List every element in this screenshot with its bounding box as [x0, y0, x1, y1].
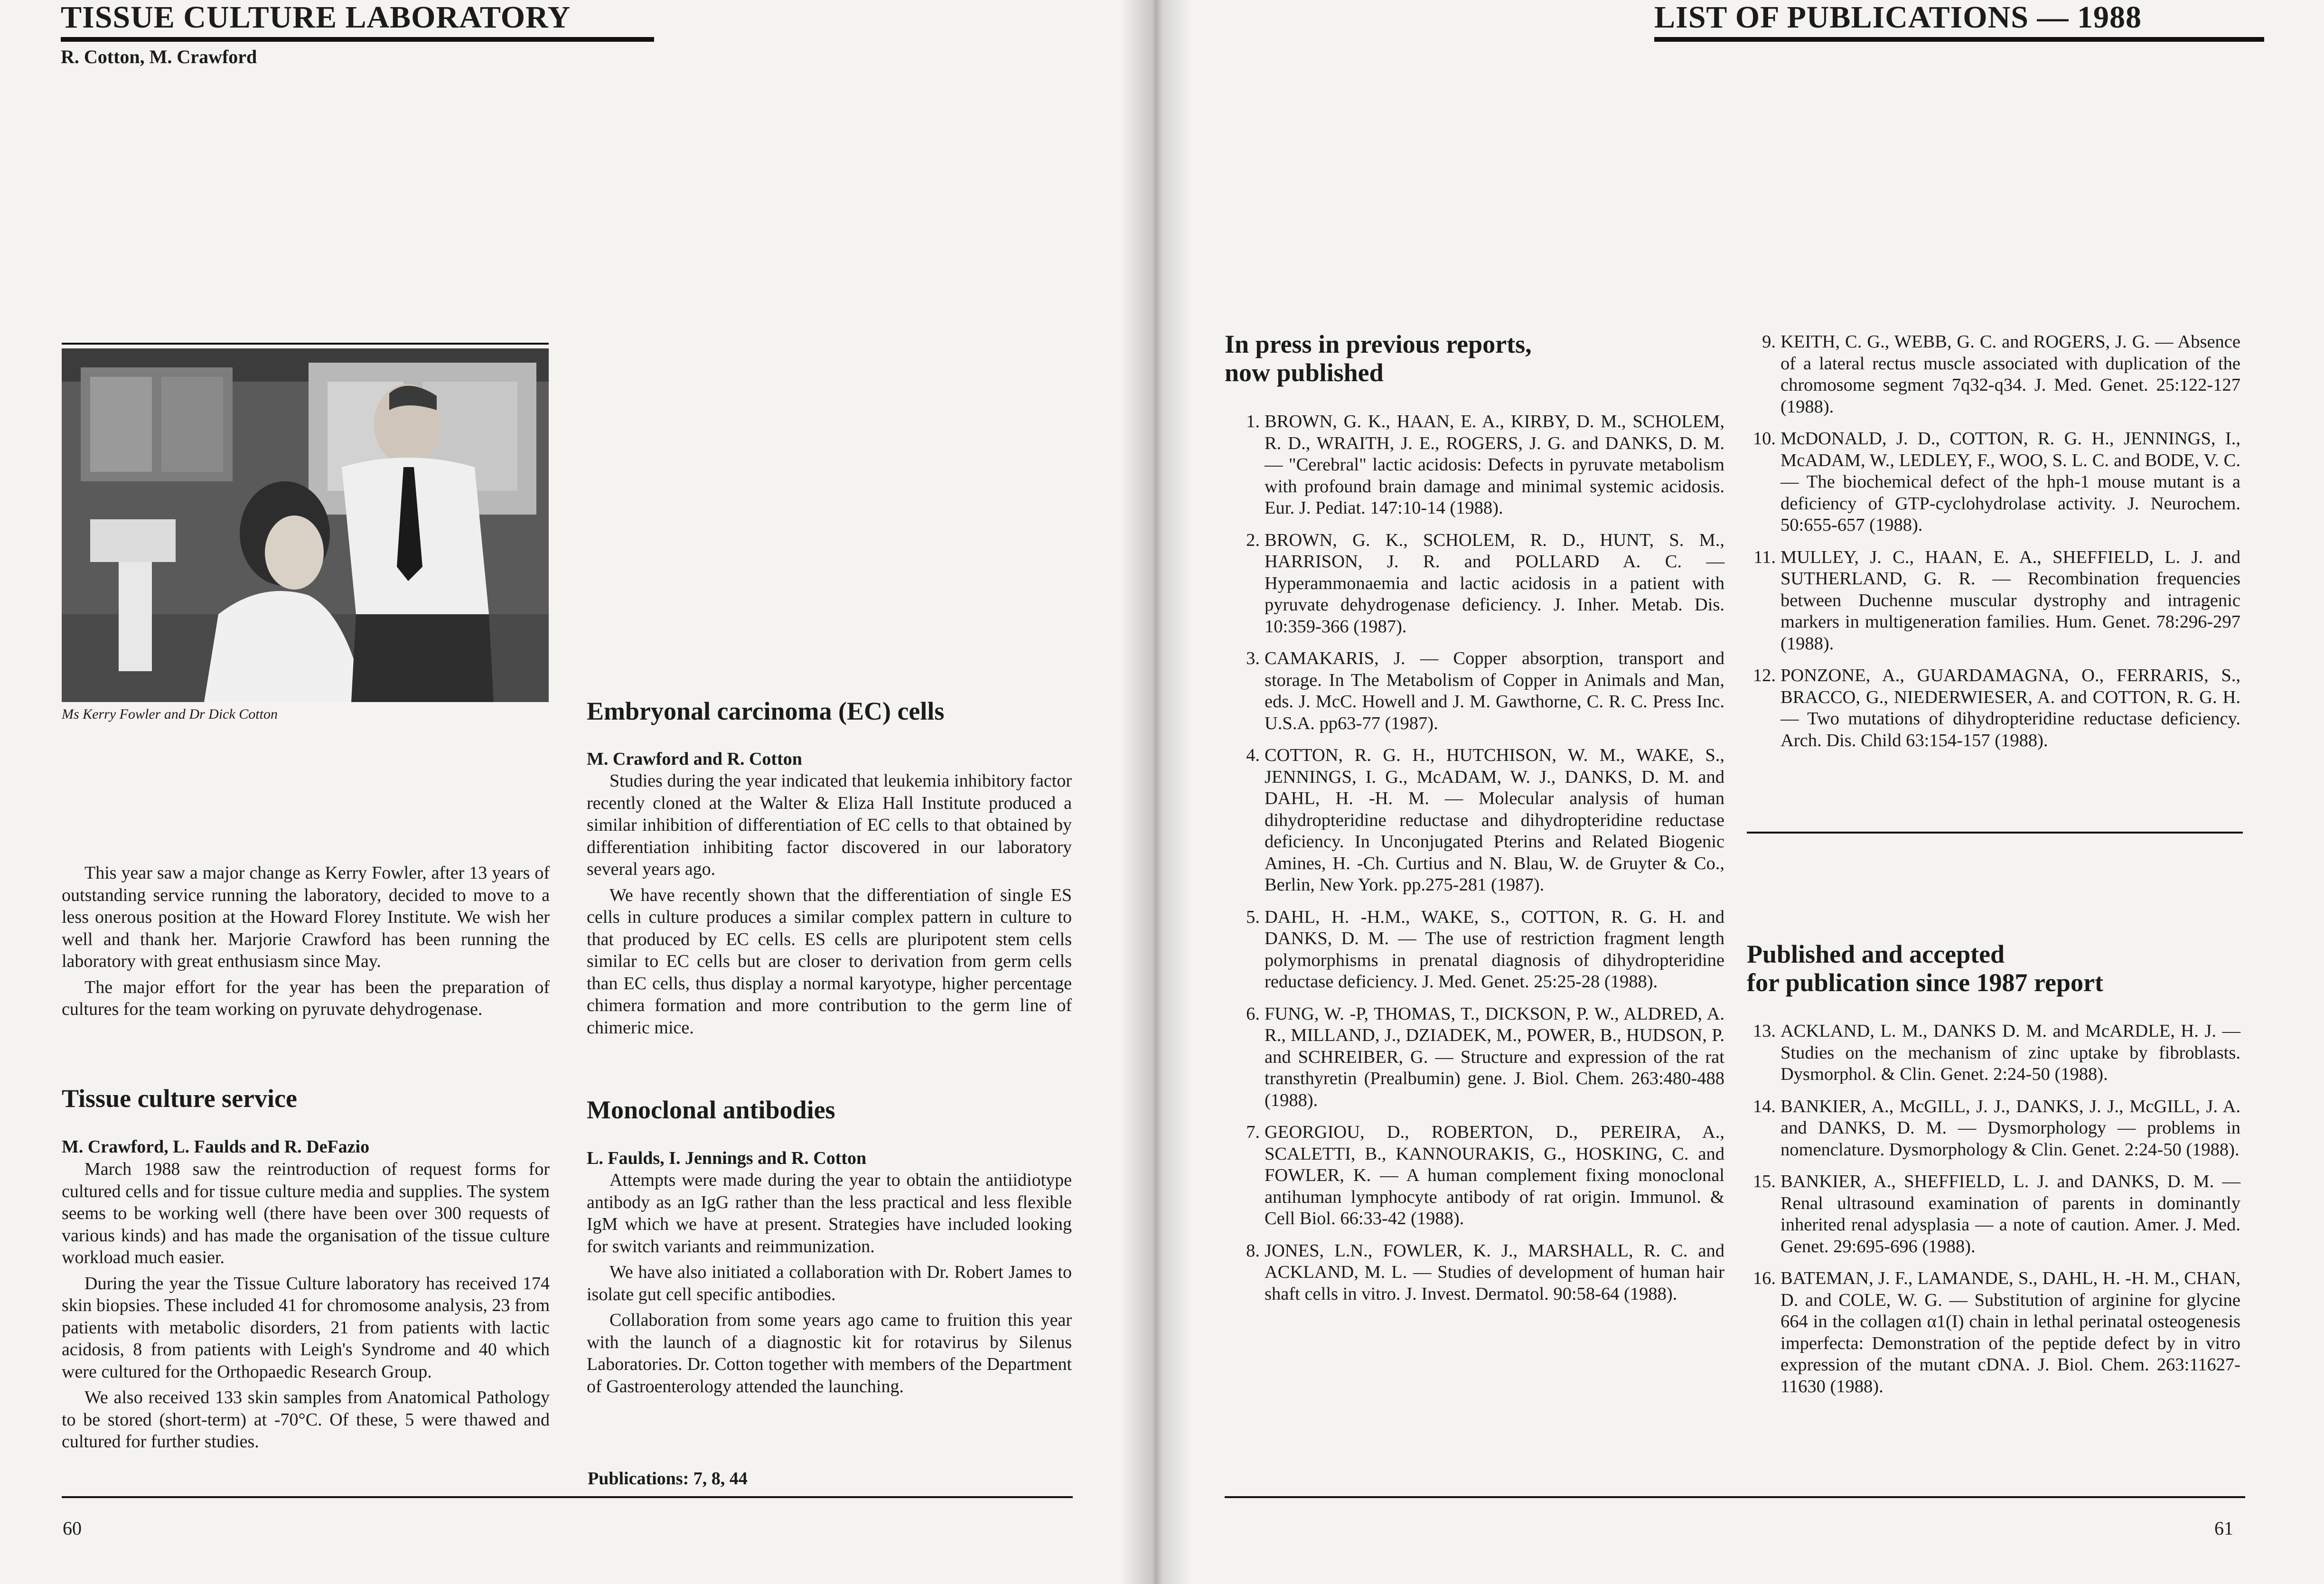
- footer-rule: [62, 1496, 1073, 1498]
- section-authors-tissue-service: M. Crawford, L. Faulds and R. DeFazio: [62, 1137, 370, 1157]
- binding-gutter: [1120, 0, 1191, 1584]
- publication-item: 6. FUNG, W. -P, THOMAS, T., DICKSON, P. W., ALDRED, A. R., MILLAND, J., DZIADEK, M., POWER, B., HUDSON, P. and SCHREIBER, G. — Structure and expression of the rat transthyretin (Prealbumin) gene. J. Biol. Chem. 263:480-488 (1988).: [1246, 1003, 1724, 1110]
- publication-item: 3. CAMAKARIS, J. — Copper absorption, transport and storage. In The Metabolism of Copper in Animals and Man, eds. J. McC. Howell and J. M. Gawthorne, C. R. C. Press Inc. U.S.A. pp63-77 (1987).: [1246, 648, 1724, 733]
- publication-item: 12. PONZONE, A., GUARDAMAGNA, O., FERRARIS, S., BRACCO, G., NIEDERWIESER, A. and COTTON, R. G. H. — Two mutations of dihydropteridine reductase deficiency. Arch. Dis. Child 63:154-157 (1988).: [1752, 665, 2240, 750]
- header-rule: [61, 37, 654, 42]
- paragraph: Collaboration from some years ago came to fruition this year with the launch of a diagnostic kit for rotavirus by Silenus Laboratories. Dr. Cotton together with members of the Department of Gastroenterology attended the launching.: [587, 1310, 1072, 1397]
- paragraph: We have recently shown that the differentiation of single ES cells in culture produces a similar complex pattern in culture to that produced by EC cells. ES cells are pluripotent stem cells similar to EC cells but are closer to derivation from germ cells than EC cells, thus display a normal karyotype, higher percentage chimera formation and more contribution to the germ line of chimeric mice.: [587, 885, 1072, 1038]
- paragraph: March 1988 saw the reintroduction of request forms for cultured cells and for tissue culture media and supplies. The system seems to be working well (there have been over 300 requests of various kinds) and has made the organisation of the tissue culture workload much easier.: [62, 1159, 550, 1267]
- page-authors: R. Cotton, M. Crawford: [61, 46, 257, 67]
- tissue-service-text: [62, 1158, 550, 1457]
- left-page: [0, 0, 1151, 1584]
- publications-reference: Publications: 7, 8, 44: [588, 1469, 748, 1489]
- paragraph: We also received 133 skin samples from Anatomical Pathology to be stored (short-term) at -70°C. Of these, 5 were thawed and cultured for further studies.: [62, 1387, 550, 1452]
- section-heading-ec-cells: Embryonal carcinoma (EC) cells: [587, 697, 945, 725]
- page-number-left: 60: [63, 1518, 82, 1539]
- header-rule: [1654, 37, 2264, 42]
- publication-item: 4. COTTON, R. G. H., HUTCHISON, W. M., WAKE, S., JENNINGS, I. G., McADAM, W. J., DANKS, D. M. and DAHL, H. -H. M. — Molecular analysis of human dihydropteridine reductase and dihydropteridine reductase deficiency. In Unconjugated Pterins and Related Biogenic Amines, H. -Ch. Curtius and N. Blau, W. de Gruyter & Co., Berlin, New York. pp.275-281 (1987).: [1246, 745, 1724, 895]
- publication-list-2: [1749, 331, 2240, 762]
- publication-item: 2. BROWN, G. K., SCHOLEM, R. D., HUNT, S. M., HARRISON, J. R. and POLLARD A. C. — Hyperammonaemia and lactic acidosis in a patient with pyruvate dehydrogenase deficiency. J. Inher. Metab. Dis. 10:359-366 (1987).: [1246, 530, 1724, 637]
- page-header-right: LIST OF PUBLICATIONS — 1988: [1654, 0, 2142, 35]
- page-header-left: TISSUE CULTURE LABORATORY: [61, 0, 571, 35]
- publication-item: 13. ACKLAND, L. M., DANKS D. M. and McARDLE, H. J. — Studies on the mechanism of zinc uptake by fibroblasts. Dysmorphol. & Clin. Genet. 2:24-50 (1988).: [1752, 1021, 2240, 1084]
- heading-line: Published and accepted: [1747, 940, 2005, 968]
- monoclonal-text: [587, 1169, 1072, 1401]
- section-heading-monoclonal: Monoclonal antibodies: [587, 1096, 835, 1124]
- section-heading-published: [1747, 940, 2103, 997]
- heading-line: for publication since 1987 report: [1747, 968, 2103, 997]
- publication-item: 16. BATEMAN, J. F., LAMANDE, S., DAHL, H. -H. M., CHAN, D. and COLE, W. G. — Substitution of arginine for glycine 664 in the collagen α1(I) chain in lethal perinatal osteogenesis imperfecta: Demonstration of the peptide defect by in vitro expression of the mutant cDNA. J. Biol. Chem. 263:11627-11630 (1988).: [1752, 1268, 2240, 1397]
- section-heading-tissue-service: Tissue culture service: [62, 1084, 297, 1113]
- lab-photo: [62, 348, 549, 702]
- publication-list-1: [1233, 411, 1724, 1315]
- intro-paragraph: The major effort for the year has been the preparation of cultures for the team working on pyruvate dehydrogenase.: [62, 977, 550, 1019]
- list-rule: [1747, 832, 2243, 834]
- heading-line: now published: [1225, 358, 1384, 387]
- section-heading-in-press: [1225, 330, 1532, 387]
- publication-item: 14. BANKIER, A., McGILL, J. J., DANKS, J. J., McGILL, J. A. and DANKS, D. M. — Dysmorphology — problems in nomenclature. Dysmorphology & Clin. Genet. 2:24-50 (1988).: [1752, 1096, 2240, 1160]
- publication-item: 1. BROWN, G. K., HAAN, E. A., KIRBY, D. M., SCHOLEM, R. D., WRAITH, J. E., ROGERS, J. G. and DANKS, D. M. — "Cerebral" lactic acidosis: Defects in pyruvate metabolism with profound brain damage and minimal systemic acidosis. Eur. J. Pediat. 147:10-14 (1988).: [1246, 412, 1724, 518]
- publication-item: 11. MULLEY, J. C., HAAN, E. A., SHEFFIELD, L. J. and SUTHERLAND, G. R. — Recombination frequencies between Duchenne muscular dystrophy and intragenic markers in multigeneration families. Hum. Genet. 78:296-297 (1988).: [1753, 547, 2240, 654]
- intro-paragraph: This year saw a major change as Kerry Fowler, after 13 years of outstanding service running the laboratory, decided to move to a less onerous position at the Howard Florey Institute. We wish her well and thank her. Marjorie Crawford has been running the laboratory with great enthusiasm since May.: [62, 863, 550, 971]
- publication-item: 7. GEORGIOU, D., ROBERTON, D., PEREIRA, A., SCALETTI, B., KANNOURAKIS, G., HOSKING, C. and FOWLER, K. — A human complement fixing monoclonal antihuman lymphocyte antibody of rat origin. Immunol. & Cell Biol. 66:33-42 (1988).: [1246, 1122, 1724, 1228]
- publication-item: 15. BANKIER, A., SHEFFIELD, L. J. and DANKS, D. M. — Renal ultrasound examination of parents in dominantly inherited renal adysplasia — a note of caution. Amer. J. Med. Genet. 29:695-696 (1988).: [1752, 1172, 2240, 1256]
- footer-rule: [1225, 1496, 2245, 1498]
- publication-item: 10. McDONALD, J. D., COTTON, R. G. H., JENNINGS, I., McADAM, W., LEDLEY, F., WOO, S. L. C. and BODE, V. C. — The biochemical defect of the hph-1 mouse mutant is a deficiency of GTP-cyclohydrolase activity. J. Neurochem. 50:655-657 (1988).: [1752, 429, 2240, 535]
- paragraph: We have also initiated a collaboration with Dr. Robert James to isolate gut cell specific antibodies.: [587, 1262, 1072, 1304]
- paragraph: During the year the Tissue Culture laboratory has received 174 skin biopsies. These included 41 for chromosome analysis, 23 from patients with metabolic disorders, 21 from patients with lactic acidosis, 8 from patients with Leigh's Syndrome and 40 which were cultured for the Orthopaedic Research Group.: [62, 1273, 550, 1382]
- section-authors-monoclonal: L. Faulds, I. Jennings and R. Cotton: [587, 1148, 867, 1168]
- right-page: [1151, 0, 2324, 1584]
- publication-item: 9. KEITH, C. G., WEBB, G. C. and ROGERS, J. G. — Absence of a lateral rectus muscle associated with duplication of the chromosome segment 7q32-q34. J. Med. Genet. 25:122-127 (1988).: [1762, 332, 2240, 417]
- publication-item: 5. DAHL, H. -H.M., WAKE, S., COTTON, R. G. H. and DANKS, D. M. — The use of restriction fragment length polymorphisms in prenatal diagnosis of dihydropteridine reductase deficiency. J. Med. Genet. 25:25-28 (1988).: [1246, 907, 1724, 992]
- publication-item: 8. JONES, L.N., FOWLER, K. J., MARSHALL, R. C. and ACKLAND, M. L. — Studies of development of human hair shaft cells in vitro. J. Invest. Dermatol. 90:58-64 (1988).: [1246, 1240, 1724, 1304]
- heading-line: In press in previous reports,: [1225, 330, 1532, 358]
- paragraph: Studies during the year indicated that leukemia inhibitory factor recently cloned at the Walter & Eliza Hall Institute produced a similar inhibition of differentiation of EC cells to that obtained by differentiation inhibiting factor discovered in our laboratory several years ago.: [587, 771, 1072, 879]
- photo-rule: [62, 343, 549, 345]
- page-number-right: 61: [2214, 1518, 2233, 1539]
- intro-text: [62, 862, 550, 1024]
- section-authors-ec-cells: M. Crawford and R. Cotton: [587, 749, 802, 769]
- paragraph: Attempts were made during the year to obtain the antiidiotype antibody as an IgG rather than the less practical and less flexible IgM which we have at present. Strategies have included looking for switch variants and reimmunization.: [587, 1170, 1072, 1256]
- publication-list-3: [1749, 1021, 2240, 1408]
- ec-cells-text: [587, 770, 1072, 1042]
- photo-caption: Ms Kerry Fowler and Dr Dick Cotton: [62, 706, 278, 722]
